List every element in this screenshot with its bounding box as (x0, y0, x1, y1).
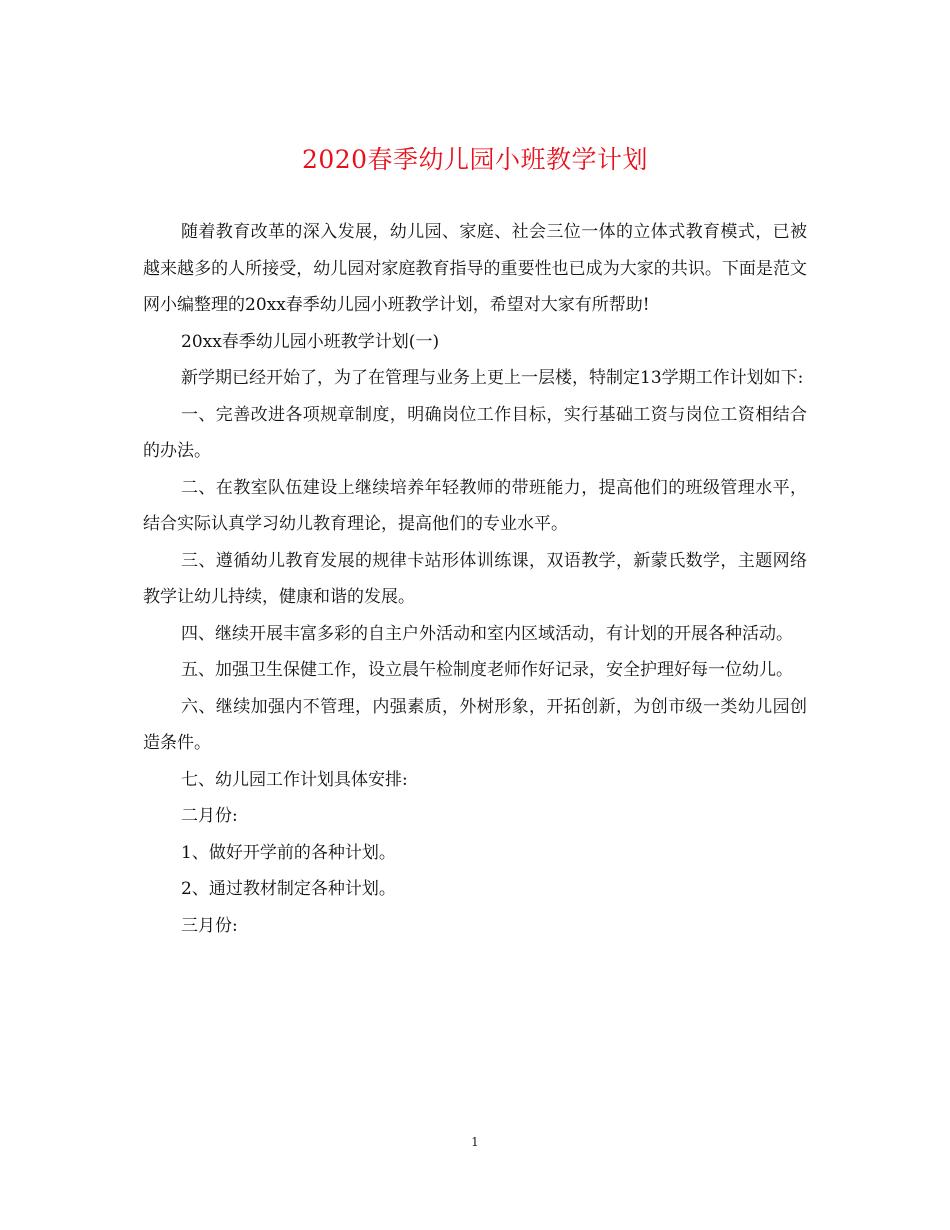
paragraph: 新学期已经开始了，为了在管理与业务上更上一层楼，特制定13学期工作计划如下: (181, 368, 804, 388)
paragraph: 随着教育改革的深入发展，幼儿园、家庭、社会三位一体的立体式教育模式，已被越来越多的人所接受，幼儿园对家庭教育指导的重要性也已成为大家的共识。下面是范文网小编整理的20xx春季幼儿园小班教学计划，希望对大家有所帮助! (143, 222, 807, 315)
plan-item: 二、在教室队伍建设上继续培养年轻教师的带班能力，提高他们的班级管理水平，结合实际认真学习幼儿教育理论，提高他们的专业水平。 (143, 477, 807, 534)
month-heading: 三月份: (181, 915, 238, 936)
plan-item: 六、继续加强内不管理，内强素质，外树形象，开拓创新，为创市级一类幼儿园创造条件。 (143, 696, 807, 753)
plan-item: 五、加强卫生保健工作，设立晨午检制度老师作好记录，安全护理好每一位幼儿。 (181, 660, 793, 680)
plan-item: 三、遵循幼儿教育发展的规律卡站形体训练课，双语教学，新蒙氏数学，主题网络教学让幼儿持续，健康和谐的发展。 (143, 550, 807, 607)
plan-item: 七、幼儿园工作计划具体安排: (181, 769, 408, 790)
task-item: 1、做好开学前的各种计划。 (181, 842, 396, 863)
task-item: 2、通过教材制定各种计划。 (181, 879, 396, 899)
section-heading: 20xx春季幼儿园小班教学计划(一) (181, 331, 440, 352)
page-number: 1 (471, 1135, 479, 1149)
month-heading: 二月份: (181, 806, 238, 826)
document-title: 2020春季幼儿园小班教学计划 (301, 145, 649, 174)
document-body (143, 214, 807, 944)
plan-item: 一、完善改进各项规章制度，明确岗位工作目标，实行基础工资与岗位工资相结合的办法。 (143, 404, 807, 461)
plan-item: 四、继续开展丰富多彩的自主户外活动和室内区域活动，有计划的开展各种活动。 (181, 623, 793, 644)
